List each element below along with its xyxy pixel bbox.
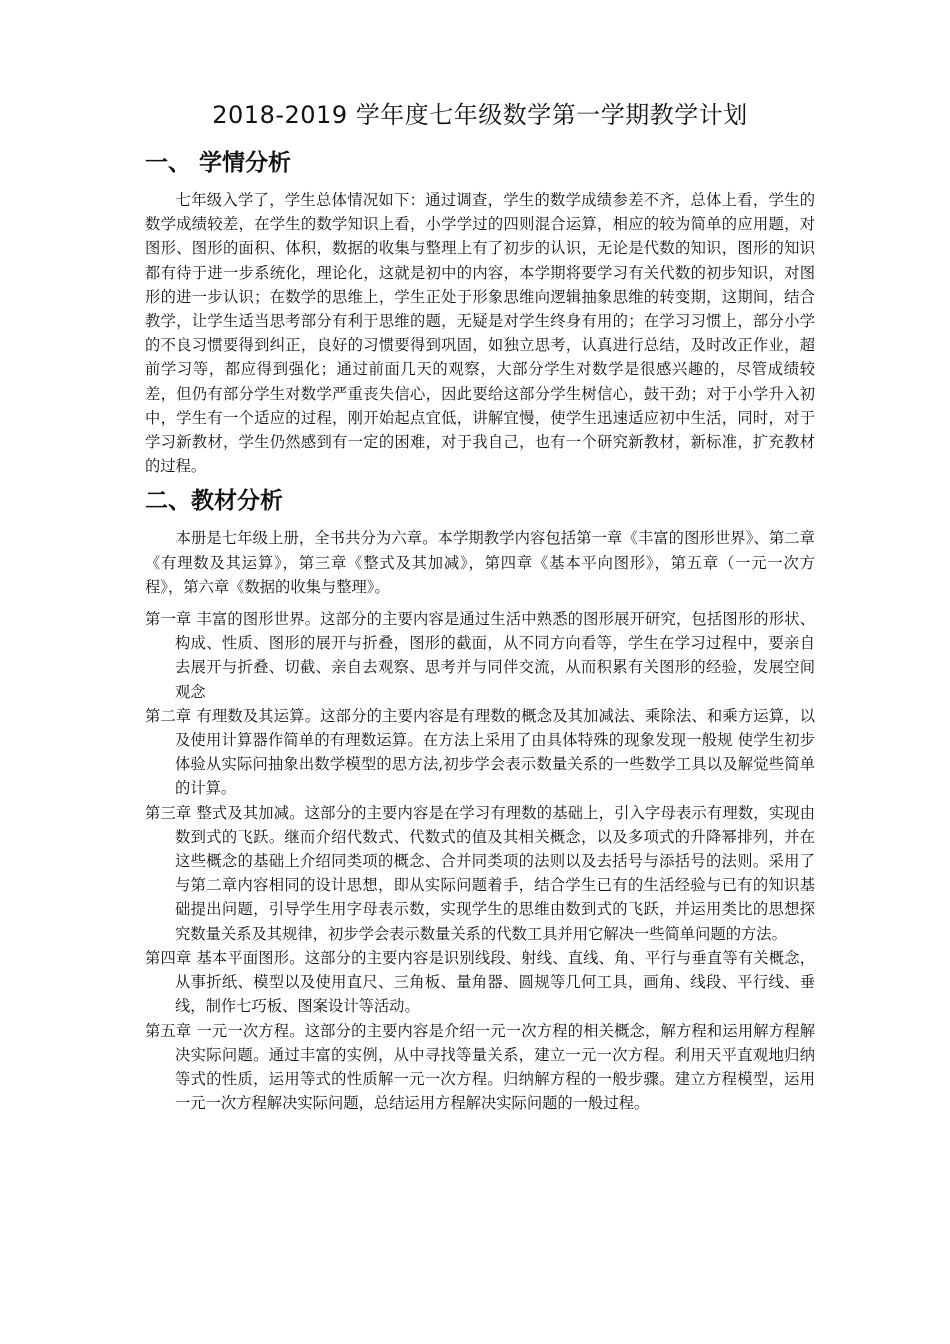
section-heading-student-analysis: 一、 学情分析 [145, 150, 292, 176]
document-page [145, 100, 815, 1115]
document-title: 2018-2019 学年度七年级数学第一学期教学计划 [212, 101, 748, 129]
chapter-item: 第二章 有理数及其运算。这部分的主要内容是有理数的概念及其加减法、乘除法、和乘方运算，以及使用计算器作简单的有理数运算。在方法上采用了由具体特殊的现象发现一般规 使学生初步体验从实际问抽象出数学模型的思方法,初步学会表示数量关系的一些数学工具以及解觉些简单的计算。 [145, 706, 815, 798]
chapter-list [145, 607, 815, 1115]
chapter-item: 第五章 一元一次方程。这部分的主要内容是介绍一元一次方程的相关概念，解方程和运用解方程解决实际问题。通过丰富的实例，从中寻找等量关系，建立一元一次方程。利用天平直观地归纳等式的性质，运用等式的性质解一元一次方程。归纳解方程的一般步骤。建立方程模型，运用一元一次方程解决实际问题，总结运用方程解决实际问题的一般过程。 [145, 1021, 815, 1113]
chapter-item: 第三章 整式及其加减。这部分的主要内容是在学习有理数的基础上，引入字母表示有理数，实现由数到式的飞跃。继而介绍代数式、代数式的值及其相关概念，以及多项式的升降幂排列，并在这些概念的基础上介绍同类项的概念、合并同类项的法则以及去括号与添括号的法则。采用了与第二章内容相同的设计思想，即从实际问题着手，结合学生已有的生活经验与已有的知识基础提出问题，引导学生用字母表示数，实现学生的思维由数到式的飞跃，并运用类比的思想探究数量关系及其规律，初步学会表示数量关系的代数工具并用它解决一些简单问题的方法。 [145, 803, 815, 943]
chapter-item: 第一章 丰富的图形世界。这部分的主要内容是通过生活中熟悉的图形展开研究，包括图形的形状、构成、性质、图形的展开与折叠，图形的截面，从不同方向看等，学生在学习过程中，要亲自去展开与折叠、切截、亲自去观察、思考并与同伴交流，从而积累有关图形的经验，发展空间观念 [145, 610, 815, 701]
section-heading-textbook-analysis: 二、教材分析 [145, 488, 283, 515]
textbook-analysis-intro: 本册是七年级上册，全书共分为六章。本学期教学内容包括第一章《丰富的图形世界》、第二章《有理数及其运算》，第三章《整式及其加减》，第四章《基本平向图形》，第五章（一元一次方程》，第六章《数据的收集与整理》。 [145, 529, 815, 596]
student-analysis-paragraph: 七年级入学了，学生总体情况如下：通过调查，学生的数学成绩参差不齐，总体上看，学生的数学成绩较差，在学生的数学知识上看，小学学过的四则混合运算，相应的较为简单的应用题，对图形、图形的面积、体积，数据的收集与整理上有了初步的认识，无论是代数的知识，图形的知识都有待于进一步系统化，理论化，这就是初中的内容，本学期将要学习有关代数的初步知识，对图形的进一步认识；在数学的思维上，学生正处于形象思维向逻辑抽象思维的转变期，这期间，结合教学，让学生适当思考部分有利于思维的题，无疑是对学生终身有用的；在学习习惯上，部分小学的不良习惯要得到纠正，良好的习惯要得到巩固，如独立思考，认真进行总结，及时改正作业，超前学习等，都应得到强化；通过前面几天的观察，大部分学生对数学是很感兴趣的，尽管成绩较差，但仍有部分学生对数学严重丧失信心，因此要给这部分学生树信心，鼓干劲；对于小学升入初中，学生有一个适应的过程，刚开始起点宜低，讲解宜慢，使学生迅速适应初中生活，同时，对于学习新教材，学生仍然感到有一定的困难，对于我自己，也有一个研究新教材，新标准，扩充教材的过程。 [145, 191, 815, 476]
chapter-item: 第四章 基本平面图形。这部分的主要内容是识别线段、射线、直线、角、平行与垂直等有关概念，从事折纸、模型以及使用直尺、三角板、量角器、圆规等几何工具，画角、线段、平行线、垂线，制作七巧板、图案设计等活动。 [145, 948, 815, 1016]
